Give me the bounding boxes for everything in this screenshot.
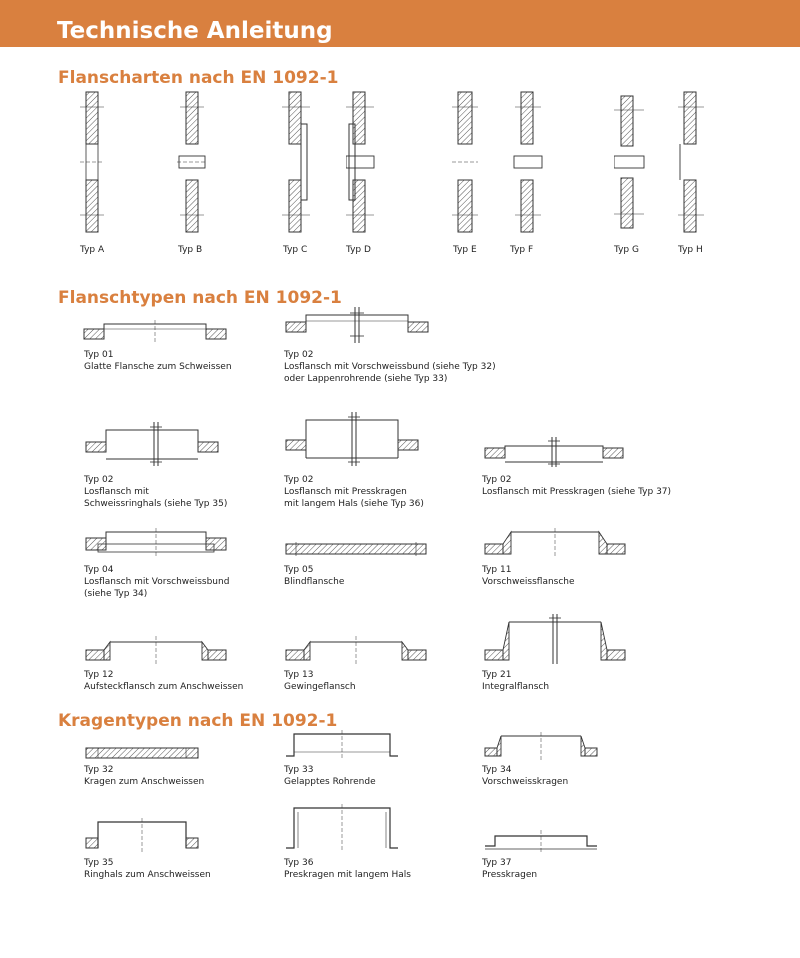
flange-drawing-typ-13 — [284, 636, 428, 664]
section-heading-kragentypen: Kragentypen nach EN 1092-1 — [58, 711, 338, 731]
flange-drawing-typ-12 — [84, 636, 228, 664]
collar-caption: Typ 37 Presskragen — [482, 858, 538, 880]
flange-drawing-typ-21 — [483, 612, 627, 666]
flange-label: Typ A — [80, 245, 105, 255]
collar-drawing-typ-32 — [84, 746, 200, 760]
flange-drawing-typ-02a — [284, 305, 430, 345]
flange-label: Typ C — [283, 245, 308, 255]
flange-label: Typ B — [178, 245, 203, 255]
flange-caption: Typ 11 Vorschweissflansche — [482, 565, 575, 587]
collar-caption: Typ 33 Gelapptes Rohrende — [284, 765, 376, 787]
flange-caption: Typ 13 Gewingeflansch — [284, 670, 356, 692]
flange-drawing-typ-f — [512, 90, 544, 235]
flange-label: Typ D — [346, 245, 371, 255]
flange-drawing-typ-01 — [82, 318, 228, 344]
collar-caption: Typ 32 Kragen zum Anschweissen — [84, 765, 205, 787]
flange-drawing-typ-02c — [284, 410, 420, 468]
collar-drawing-typ-35 — [84, 818, 200, 852]
collar-drawing-typ-36 — [284, 804, 400, 852]
flange-caption: Typ 21 Integralflansch — [482, 670, 550, 692]
section-heading-flanscharten: Flanscharten nach EN 1092-1 — [58, 68, 339, 88]
page-title: Technische Anleitung — [57, 18, 333, 44]
flange-drawing-typ-g — [614, 90, 646, 235]
flange-drawing-typ-b — [175, 90, 209, 235]
collar-drawing-typ-37 — [483, 830, 599, 852]
header-banner — [0, 0, 800, 47]
flange-drawing-typ-02b — [84, 420, 220, 468]
flange-caption: Typ 02 Losflansch mit Schweissringhals (siehe Typ 35) — [84, 475, 228, 509]
section-heading-flanschtypen: Flanschtypen nach EN 1092-1 — [58, 288, 342, 308]
collar-caption: Typ 35 Ringhals zum Anschweissen — [84, 858, 211, 880]
collar-caption: Typ 34 Vorschweisskragen — [482, 765, 569, 787]
flange-drawing-typ-02d — [483, 436, 625, 468]
flange-caption: Typ 01 Glatte Flansche zum Schweissen — [84, 350, 232, 372]
flange-drawing-typ-e — [452, 90, 478, 235]
flange-drawing-typ-a — [80, 90, 104, 235]
flange-drawing-typ-04 — [84, 528, 228, 558]
flange-caption: Typ 05 Blindflansche — [284, 565, 345, 587]
flange-drawing-typ-c — [282, 90, 312, 235]
collar-caption: Typ 36 Preskragen mit langem Hals — [284, 858, 411, 880]
flange-caption: Typ 02 Losflansch mit Presskragen (siehe Typ 37) — [482, 475, 672, 497]
flange-drawing-typ-h — [678, 90, 706, 235]
flange-drawing-typ-d — [346, 90, 376, 235]
flange-drawing-typ-05 — [284, 542, 428, 556]
collar-drawing-typ-33 — [284, 730, 400, 760]
flange-label: Typ G — [614, 245, 639, 255]
flange-drawing-typ-11 — [483, 528, 627, 558]
flange-label: Typ H — [678, 245, 703, 255]
flange-caption: Typ 02 Losflansch mit Vorschweissbund (siehe Typ 32) oder Lappenrohrende (siehe Typ 33) — [284, 350, 496, 384]
flange-caption: Typ 02 Losflansch mit Presskragen mit langem Hals (siehe Typ 36) — [284, 475, 424, 509]
collar-drawing-typ-34 — [483, 732, 599, 760]
flange-label: Typ F — [510, 245, 534, 255]
flange-caption: Typ 04 Losflansch mit Vorschweissbund (siehe Typ 34) — [84, 565, 230, 599]
flange-label: Typ E — [453, 245, 477, 255]
flange-caption: Typ 12 Aufsteckflansch zum Anschweissen — [84, 670, 244, 692]
